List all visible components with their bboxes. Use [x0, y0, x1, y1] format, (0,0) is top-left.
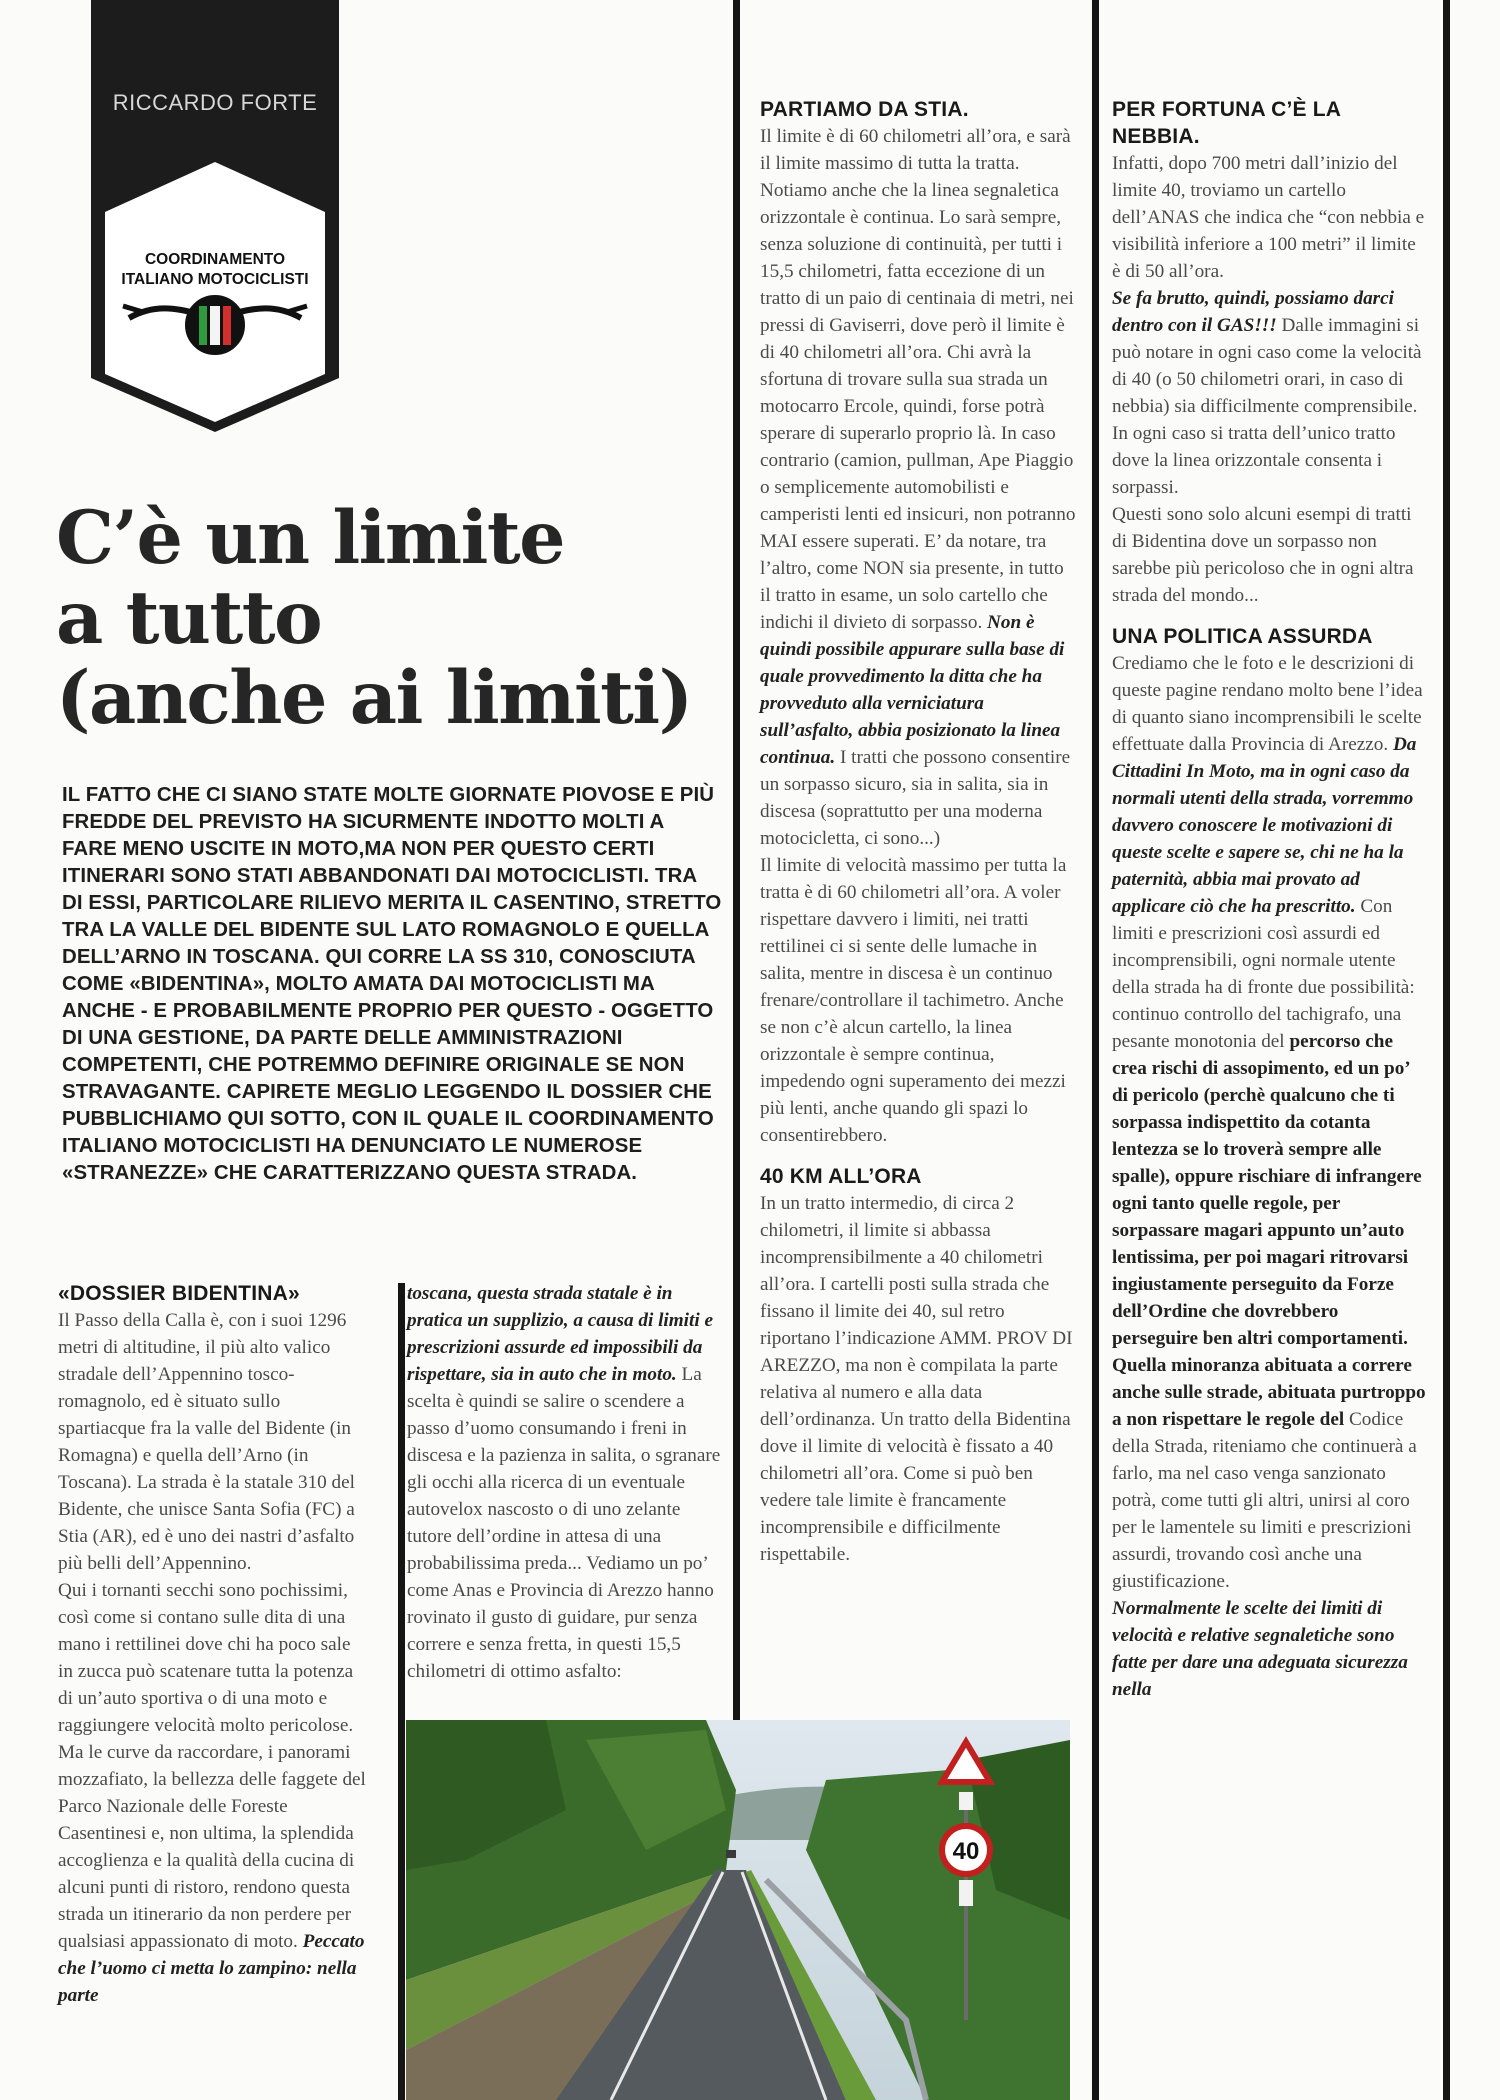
- col3-body-1c: Il limite di velocità massimo per tutta la tratta è di 60 chilometri all’ora. A voler rispettare davvero i limiti, nei tratti rettilinei ci si sente delle lumache in salita, mentre in discesa è un continuo frenare/controllare il tachimetro. Anche se non c’è alcun cartello, la linea orizzontale è sempre continua, impedendo ogni superamento dei mezzi più lenti, anche quando gli spazi lo consentirebbero.: [760, 855, 1067, 1146]
- column-3: [760, 96, 1076, 1568]
- logo-line-2: ITALIANO MOTOCICLISTI: [121, 271, 309, 288]
- col4-body-1c: Questi sono solo alcuni esempi di tratti di Bidentina dove un sorpasso non sarebbe più pericoloso che in ogni altra strada del mondo...: [1112, 504, 1414, 606]
- logo-text: [112, 250, 318, 290]
- col4-body-2: Crediamo che le foto e le descrizioni di queste pagine rendano molto bene l’idea di quanto siano incomprensibili le scelte effettuate dalla Provincia di Arezzo.: [1112, 653, 1423, 755]
- col2-body: La scelta è quindi se salire o scendere a passo d’uomo consumando i freni in discesa e la pazienza in salita, o sgranare gli occhi alla ricerca di un eventuale autovelox nascosto o di uno zelante tutore dell’ordine in attesa di una probabilissima preda... Vediamo un po’ come Anas e Provincia di Arezzo hanno rovinato il gusto di guidare, pur senza correre e senza fretta, in questi 15,5 chilometri di ottimo asfalto:: [407, 1364, 721, 1682]
- col3-body-1b: I tratti che possono consentire un sorpasso sicuro, sia in salita, sia in discesa (soprattutto per una moderna motocicletta, ci sono...): [760, 747, 1071, 849]
- col3-body-1: Il limite è di 60 chilometri all’ora, e sarà il limite massimo di tutta la tratta. Notiamo anche che la linea segnaletica orizzontale è continua. Lo sarà sempre, senza soluzione di continuità, per tutti i 15,5 chilometri, fatta eccezione di un tratto di un paio di centinaia di metri, nei pressi di Gaviserri, dove però il limite è di 40 chilometri all’ora. Chi avrà la sfortuna di trovare sulla sua strada un motocarro Ercole, quindi, forse potrà sperare di superarlo proprio là. In caso contrario (camion, pullman, Ape Piaggio o semplicemente automobilisti e camperisti lenti ed insicuri, non potranno MAI essere superati. E’ da notare, tra l’altro, come NON sia presente, in tutto il tratto in esame, un solo cartello che indichi il divieto di sorpasso.: [760, 126, 1076, 633]
- column-2: [407, 1280, 727, 1685]
- col3-paragraph-1: [760, 123, 1076, 852]
- col3-heading-1: PARTIAMO DA STIA.: [760, 98, 969, 121]
- road-photo: [406, 1720, 1070, 2100]
- col4-emph-3: Normalmente le scelte dei limiti di velocità e relative segnaletiche sono fatte per dare una adeguata sicurezza nella: [1112, 1598, 1408, 1700]
- author-name: RICCARDO FORTE: [112, 90, 318, 115]
- author-banner: [91, 0, 339, 432]
- dossier-body: Il Passo della Calla è, con i suoi 1296 metri di altitudine, il più alto valico stradale dell’Appennino tosco-romagnolo, ed è situato sullo spartiacque fra la valle del Bidente (in Romagna) e quella dell’Arno (in Toscana). La strada è la statale 310 del Bidente, che unisce Santa Sofia (FC) a Stia (AR), ed è uno dei nastri d’asfalto più belli dell’Appennino.: [58, 1310, 355, 1574]
- column-rule-4: [1443, 0, 1450, 2100]
- column-4: [1112, 96, 1428, 1703]
- title-line-3: (anche ai limiti): [56, 655, 692, 741]
- article-intro: IL FATTO CHE CI SIANO STATE MOLTE GIORNATE PIOVOSE E PIÙ FREDDE DEL PREVISTO HA SICURMENTE INDOTTO MOLTI A FARE MENO USCITE IN MOTO,MA NON PER QUESTO CERTI ITINERARI SONO STATI ABBANDONATI DAI MOTOCICLISTI. TRA DI ESSI, PARTICOLARE RILIEVO MERITA IL CASENTINO, STRETTO TRA LA VALLE DEL BIDENTE SUL LATO ROMAGNOLO E QUELLA DELL’ARNO IN TOSCANA. QUI CORRE LA SS 310, CONOSCIUTA COME «BIDENTINA», MOLTO AMATA DAI MOTOCICLISTI MA ANCHE - E PROBABILMENTE PROPRIO PER QUESTO - OGGETTO DI UNA GESTIONE, DA PARTE DELLE AMMINISTRAZIONI COMPETENTI, CHE POTREMMO DEFINIRE ORIGINALE SE NON STRAVAGANTE. CAPIRETE MEGLIO LEGGENDO IL DOSSIER CHE PUBBLICHIAMO QUI SOTTO, CON IL QUALE IL COORDINAMENTO ITALIANO MOTOCICLISTI HA DENUNCIATO LE NUMEROSE «STRANEZZE» CHE CARATTERIZZANO QUESTA STRADA.: [62, 784, 722, 1184]
- col3-emph-1: Non è quindi possibile appurare sulla base di quale provvedimento la ditta che ha provveduto alla verniciatura sull’asfalto, abbia posizionato la linea continua.: [760, 612, 1065, 768]
- dossier-emph: Peccato che l’uomo ci metta lo zampino: nella parte: [58, 1931, 365, 2006]
- col4-body-1: Infatti, dopo 700 metri dall’inizio del limite 40, troviamo un cartello dell’ANAS che indica che “con nebbia e visibilità inferiore a 100 metri” il limite è di 50 all’ora.: [1112, 153, 1425, 282]
- col4-emph-2: Da Cittadini In Moto, ma in ogni caso da normali utenti della strada, vorremmo davvero conoscere le motivazioni di queste scelte e sapere se, chi ne ha la paternità, abbia mai provato ad applicare ciò che ha prescritto.: [1112, 734, 1417, 917]
- dossier-body-2-text: Qui i tornanti secchi sono pochissimi, così come si contano sulle dita di una mano i rettilinei dove chi ha poco sale in zucca può scatenare tutta la potenza di un’auto sportiva o di una moto e raggiungere velocità molto pericolose. Ma le curve da raccordare, i panorami mozzafiato, la bellezza delle faggete del Parco Nazionale delle Foreste Casentinesi e, non ultima, la splendida accoglienza e la qualità della cucina di alcuni punti di ristoro, rendono questa strada un itinerario da non perdere per qualsiasi appassionato di moto.: [58, 1580, 366, 1952]
- col4-heading-2: UNA POLITICA ASSURDA: [1112, 625, 1373, 648]
- col4-body-2c: Codice della Strada, riteniamo che continuerà a farlo, ma nel caso venga sanzionato potrà, come tutti gli altri, unirsi al coro per le lamentele su limiti e prescrizioni assurdi, trovando così anche una giustificazione.: [1112, 1409, 1417, 1592]
- col4-bold-2: percorso che crea rischi di assopimento, ed un po’ di pericolo (perchè qualcuno che ti sorpassa indispettito da cotanta lentezza se lo troverà sempre alle spalle), oppure rischiare di infrangere ogni tanto quelle regole, per sorpassare magari appunto un’auto lentissima, per poi magari ritrovarsi ingiustamente perseguito da Forze dell’Ordine che dovrebbero perseguire ben altri comportamenti. Quella minoranza abituata a correre anche sulle strade, abituata purtroppo a non rispettare le regole del: [1112, 1031, 1426, 1430]
- article-title: [56, 495, 736, 741]
- title-line-2: a tutto: [56, 575, 322, 661]
- col4-heading-1: PER FORTUNA C’È LA NEBBIA.: [1112, 98, 1341, 148]
- col2-emph: toscana, questa strada statale è in pratica un supplizio, a causa di limiti e prescrizioni assurde ed impossibili da rispettare, sia in auto che in moto.: [407, 1283, 713, 1385]
- dossier-body-2: [58, 1577, 370, 2009]
- col2-paragraph: [407, 1280, 727, 1685]
- dossier-heading: «DOSSIER BIDENTINA»: [58, 1282, 300, 1305]
- col4-paragraph-1b: [1112, 285, 1428, 501]
- col4-body-1b: Dalle immagini si può notare in ogni caso come la velocità di 40 (o 50 chilometri orari, in caso di nebbia) sia difficilmente comprensibile. In ogni caso si tratta dell’unico tratto dove la linea orizzontale consenta i sorpassi.: [1112, 315, 1422, 498]
- col3-heading-2: 40 KM ALL’ORA: [760, 1165, 922, 1188]
- title-line-1: C’è un limite: [56, 495, 565, 581]
- logo-line-1: COORDINAMENTO: [144, 251, 286, 268]
- col4-body-2b: Con limiti e prescrizioni così assurdi ed incomprensibili, ogni normale utente della strada ha di fronte due possibilità: continuo controllo del tachigrafo, una pesante monotonia del: [1112, 896, 1415, 1052]
- column-rule-3: [1092, 0, 1099, 2100]
- speed-limit-sign: 40: [952, 1838, 980, 1865]
- col4-emph-1: Se fa brutto, quindi, possiamo darci dentro con il GAS!!!: [1112, 288, 1394, 336]
- col4-paragraph-2: [1112, 650, 1428, 1595]
- col3-body-2: In un tratto intermedio, di circa 2 chilometri, il limite si abbassa incomprensibilmente a 40 chilometri all’ora. I cartelli posti sulla strada che fissano il limite dei 40, sul retro riportano l’indicazione AMM. PROV DI AREZZO, ma non è compilata la parte relativa al numero e alla data dell’ordinanza. Un tratto della Bidentina dove il limite di velocità è fissato a 40 chilometri all’ora. Come si può ben vedere tale limite è francamente incomprensibile e difficilmente rispettabile.: [760, 1193, 1073, 1565]
- column-rule-1: [398, 1283, 405, 2100]
- column-dossier: [58, 1280, 370, 2009]
